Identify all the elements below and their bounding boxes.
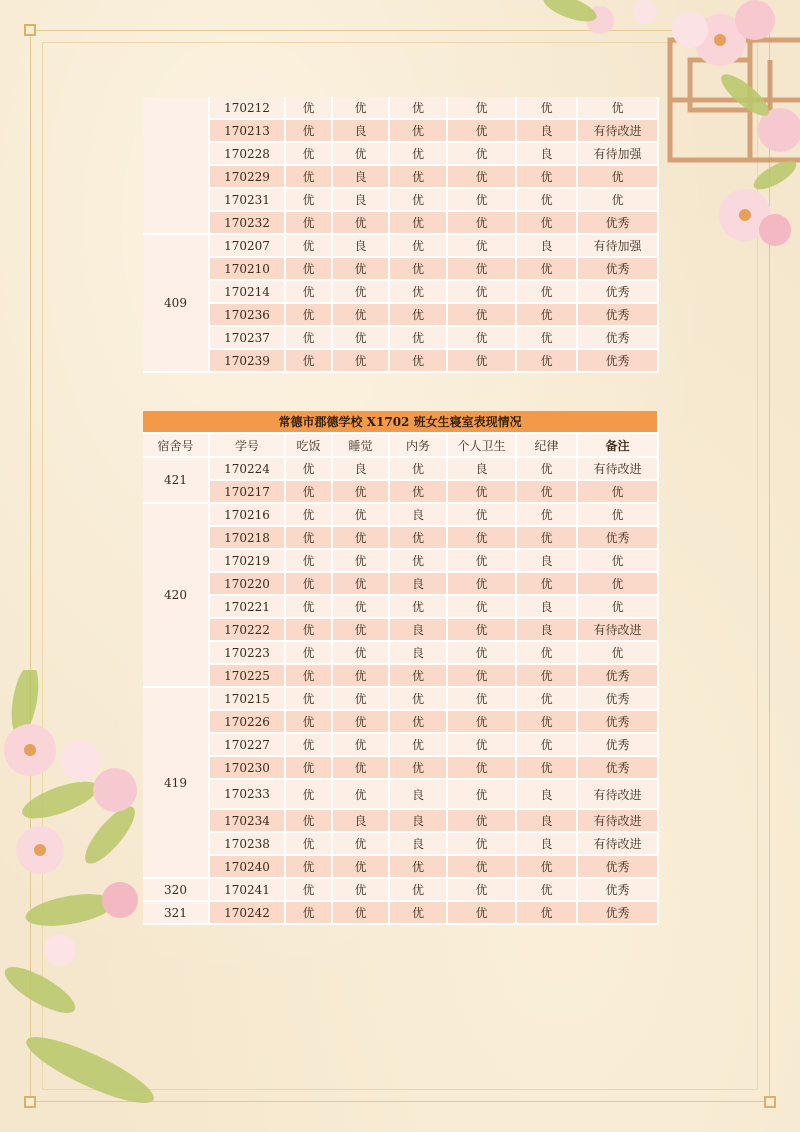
housekeeping-cell: 良 [390,504,448,527]
remark-cell: 有待改进 [578,120,659,143]
housekeeping-cell: 优 [390,120,448,143]
hygiene-cell: 优 [448,97,517,120]
table-row [143,550,659,573]
discipline-cell: 良 [517,833,578,856]
eating-cell: 优 [286,504,333,527]
student-id-cell: 170227 [210,734,286,757]
discipline-cell: 优 [517,688,578,711]
remark-cell: 优秀 [578,856,659,879]
header-sleeping: 睡觉 [333,434,390,458]
eating-cell: 优 [286,166,333,189]
table-row [143,780,659,810]
housekeeping-cell: 良 [390,573,448,596]
eating-cell: 优 [286,711,333,734]
housekeeping-cell: 优 [390,281,448,304]
remark-cell: 优秀 [578,350,659,373]
header-personal-hygiene: 个人卫生 [448,434,517,458]
sleeping-cell: 优 [333,504,390,527]
student-id-cell: 170223 [210,642,286,665]
student-id-cell: 170218 [210,527,286,550]
sleeping-cell: 优 [333,304,390,327]
housekeeping-cell: 优 [390,166,448,189]
discipline-cell: 优 [517,166,578,189]
housekeeping-cell: 优 [390,688,448,711]
housekeeping-cell: 优 [390,189,448,212]
hygiene-cell: 优 [448,902,517,925]
eating-cell: 优 [286,688,333,711]
student-id-cell: 170241 [210,879,286,902]
table-row [143,757,659,780]
hygiene-cell: 优 [448,258,517,281]
sleeping-cell: 优 [333,481,390,504]
table-row [143,902,659,925]
eating-cell: 优 [286,481,333,504]
sleeping-cell: 优 [333,757,390,780]
student-id-cell: 170212 [210,97,286,120]
discipline-cell: 良 [517,810,578,833]
eating-cell: 优 [286,810,333,833]
sleeping-cell: 优 [333,879,390,902]
housekeeping-cell: 优 [390,350,448,373]
table-row [143,665,659,688]
table-row [143,856,659,879]
remark-cell: 优秀 [578,304,659,327]
table-row [143,281,659,304]
student-id-cell: 170222 [210,619,286,642]
eating-cell: 优 [286,235,333,258]
table-row [143,527,659,550]
remark-cell: 优秀 [578,327,659,350]
housekeeping-cell: 优 [390,902,448,925]
discipline-cell: 优 [517,734,578,757]
room-number-cell: 409 [143,235,210,373]
eating-cell: 优 [286,350,333,373]
discipline-cell: 优 [517,527,578,550]
eating-cell: 优 [286,212,333,235]
student-id-cell: 170230 [210,757,286,780]
remark-cell: 优秀 [578,527,659,550]
table-header-row [143,434,659,458]
remark-cell: 优 [578,166,659,189]
eating-cell: 优 [286,120,333,143]
dorm-performance-table-continued [143,97,659,373]
housekeeping-cell: 优 [390,481,448,504]
discipline-cell: 优 [517,481,578,504]
housekeeping-cell: 良 [390,833,448,856]
discipline-cell: 优 [517,711,578,734]
room-number-cell: 419 [143,688,210,879]
table-row [143,642,659,665]
room-number-cell [143,97,210,235]
student-id-cell: 170240 [210,856,286,879]
hygiene-cell: 优 [448,757,517,780]
eating-cell: 优 [286,189,333,212]
hygiene-cell: 优 [448,281,517,304]
student-id-cell: 170215 [210,688,286,711]
sleeping-cell: 优 [333,97,390,120]
housekeeping-cell: 优 [390,527,448,550]
table-row [143,235,659,258]
hygiene-cell: 优 [448,879,517,902]
housekeeping-cell: 良 [390,642,448,665]
table-row [143,189,659,212]
table-row [143,504,659,527]
eating-cell: 优 [286,258,333,281]
sleeping-cell: 优 [333,327,390,350]
eating-cell: 优 [286,780,333,810]
discipline-cell: 优 [517,189,578,212]
sleeping-cell: 优 [333,258,390,281]
sleeping-cell: 优 [333,711,390,734]
hygiene-cell: 优 [448,212,517,235]
student-id-cell: 170219 [210,550,286,573]
table-row [143,350,659,373]
hygiene-cell: 优 [448,665,517,688]
discipline-cell: 良 [517,120,578,143]
student-id-cell: 170239 [210,350,286,373]
discipline-cell: 优 [517,573,578,596]
student-id-cell: 170237 [210,327,286,350]
hygiene-cell: 优 [448,856,517,879]
eating-cell: 优 [286,757,333,780]
eating-cell: 优 [286,573,333,596]
student-id-cell: 170210 [210,258,286,281]
remark-cell: 优秀 [578,757,659,780]
housekeeping-cell: 优 [390,327,448,350]
remark-cell: 优 [578,596,659,619]
table-row [143,833,659,856]
hygiene-cell: 优 [448,550,517,573]
hygiene-cell: 优 [448,235,517,258]
room-number-cell: 420 [143,504,210,688]
discipline-cell: 优 [517,879,578,902]
header-student-id: 学号 [210,434,286,458]
student-id-cell: 170217 [210,481,286,504]
student-id-cell: 170238 [210,833,286,856]
eating-cell: 优 [286,642,333,665]
sleeping-cell: 优 [333,833,390,856]
student-id-cell: 170231 [210,189,286,212]
remark-cell: 优秀 [578,212,659,235]
eating-cell: 优 [286,734,333,757]
eating-cell: 优 [286,619,333,642]
sleeping-cell: 优 [333,619,390,642]
housekeeping-cell: 优 [390,235,448,258]
sleeping-cell: 良 [333,235,390,258]
discipline-cell: 良 [517,143,578,166]
eating-cell: 优 [286,327,333,350]
housekeeping-cell: 优 [390,596,448,619]
table-row [143,97,659,120]
remark-cell: 优 [578,573,659,596]
eating-cell: 优 [286,902,333,925]
remark-cell: 优秀 [578,281,659,304]
discipline-cell: 优 [517,281,578,304]
housekeeping-cell: 优 [390,258,448,281]
remark-cell: 优 [578,97,659,120]
eating-cell: 优 [286,665,333,688]
eating-cell: 优 [286,458,333,481]
hygiene-cell: 优 [448,573,517,596]
hygiene-cell: 优 [448,120,517,143]
eating-cell: 优 [286,527,333,550]
discipline-cell: 优 [517,350,578,373]
table-row [143,327,659,350]
student-id-cell: 170221 [210,596,286,619]
remark-cell: 有待改进 [578,833,659,856]
housekeeping-cell: 优 [390,711,448,734]
housekeeping-cell: 良 [390,780,448,810]
sleeping-cell: 优 [333,688,390,711]
table-row [143,596,659,619]
frame-corner-bottom-right [764,1096,776,1108]
room-number-cell: 321 [143,902,210,925]
hygiene-cell: 优 [448,350,517,373]
header-remark: 备注 [578,434,659,458]
student-id-cell: 170229 [210,166,286,189]
hygiene-cell: 优 [448,327,517,350]
header-eating: 吃饭 [286,434,333,458]
student-id-cell: 170226 [210,711,286,734]
discipline-cell: 优 [517,258,578,281]
discipline-cell: 优 [517,97,578,120]
remark-cell: 优 [578,550,659,573]
sleeping-cell: 优 [333,527,390,550]
student-id-cell: 170207 [210,235,286,258]
remark-cell: 有待改进 [578,810,659,833]
student-id-cell: 170214 [210,281,286,304]
sleeping-cell: 优 [333,281,390,304]
sleeping-cell: 优 [333,573,390,596]
sleeping-cell: 优 [333,856,390,879]
housekeeping-cell: 优 [390,550,448,573]
eating-cell: 优 [286,879,333,902]
hygiene-cell: 优 [448,734,517,757]
header-room: 宿舍号 [143,434,210,458]
hygiene-cell: 优 [448,596,517,619]
table-row [143,619,659,642]
hygiene-cell: 优 [448,833,517,856]
eating-cell: 优 [286,143,333,166]
remark-cell: 优 [578,504,659,527]
table-row [143,120,659,143]
hygiene-cell: 优 [448,504,517,527]
housekeeping-cell: 优 [390,665,448,688]
remark-cell: 优秀 [578,258,659,281]
sleeping-cell: 优 [333,212,390,235]
remark-cell: 优秀 [578,734,659,757]
housekeeping-cell: 优 [390,879,448,902]
housekeeping-cell: 优 [390,143,448,166]
discipline-cell: 良 [517,619,578,642]
eating-cell: 优 [286,304,333,327]
sleeping-cell: 优 [333,902,390,925]
table-row [143,481,659,504]
discipline-cell: 优 [517,757,578,780]
student-id-cell: 170216 [210,504,286,527]
housekeeping-cell: 良 [390,619,448,642]
plum-blossom-icon [4,724,138,966]
table-row [143,304,659,327]
remark-cell: 优秀 [578,711,659,734]
eating-cell: 优 [286,281,333,304]
table-row [143,166,659,189]
student-id-cell: 170232 [210,212,286,235]
housekeeping-cell: 优 [390,458,448,481]
header-discipline: 纪律 [517,434,578,458]
discipline-cell: 优 [517,504,578,527]
table-row [143,879,659,902]
sleeping-cell: 优 [333,596,390,619]
discipline-cell: 良 [517,780,578,810]
remark-cell: 优 [578,189,659,212]
eating-cell: 优 [286,856,333,879]
hygiene-cell: 优 [448,143,517,166]
discipline-cell: 优 [517,642,578,665]
girls-dorm-performance-table [143,411,659,925]
hygiene-cell: 优 [448,189,517,212]
discipline-cell: 优 [517,665,578,688]
discipline-cell: 良 [517,596,578,619]
student-id-cell: 170213 [210,120,286,143]
discipline-cell: 优 [517,458,578,481]
table-row [143,458,659,481]
eating-cell: 优 [286,97,333,120]
remark-cell: 优 [578,642,659,665]
eating-cell: 优 [286,833,333,856]
student-id-cell: 170242 [210,902,286,925]
hygiene-cell: 良 [448,458,517,481]
table-row [143,711,659,734]
sleeping-cell: 优 [333,143,390,166]
remark-cell: 有待改进 [578,780,659,810]
hygiene-cell: 优 [448,304,517,327]
table-title-row [143,411,659,434]
student-id-cell: 170236 [210,304,286,327]
remark-cell: 优秀 [578,665,659,688]
sleeping-cell: 良 [333,458,390,481]
table-row [143,734,659,757]
eating-cell: 优 [286,550,333,573]
sleeping-cell: 优 [333,550,390,573]
student-id-cell: 170228 [210,143,286,166]
table-row [143,573,659,596]
sleeping-cell: 优 [333,734,390,757]
hygiene-cell: 优 [448,688,517,711]
sleeping-cell: 良 [333,189,390,212]
discipline-cell: 优 [517,212,578,235]
sleeping-cell: 良 [333,120,390,143]
remark-cell: 有待改进 [578,458,659,481]
hygiene-cell: 优 [448,527,517,550]
housekeeping-cell: 优 [390,856,448,879]
sleeping-cell: 良 [333,810,390,833]
discipline-cell: 良 [517,235,578,258]
sleeping-cell: 优 [333,642,390,665]
hygiene-cell: 优 [448,780,517,810]
table-row [143,212,659,235]
student-id-cell: 170234 [210,810,286,833]
discipline-cell: 优 [517,856,578,879]
sleeping-cell: 优 [333,350,390,373]
sleeping-cell: 优 [333,665,390,688]
eating-cell: 优 [286,596,333,619]
housekeeping-cell: 优 [390,757,448,780]
housekeeping-cell: 优 [390,734,448,757]
hygiene-cell: 优 [448,642,517,665]
housekeeping-cell: 优 [390,212,448,235]
discipline-cell: 优 [517,902,578,925]
table-title: 常德市郡德学校 X1702 班女生寝室表现情况 [143,411,659,434]
frame-corner-top-left [24,24,36,36]
discipline-cell: 优 [517,327,578,350]
housekeeping-cell: 良 [390,810,448,833]
header-housekeeping: 内务 [390,434,448,458]
hygiene-cell: 优 [448,481,517,504]
hygiene-cell: 优 [448,810,517,833]
hygiene-cell: 优 [448,711,517,734]
remark-cell: 有待加强 [578,143,659,166]
student-id-cell: 170224 [210,458,286,481]
student-id-cell: 170220 [210,573,286,596]
sleeping-cell: 优 [333,780,390,810]
hygiene-cell: 优 [448,166,517,189]
table-row [143,810,659,833]
table-row [143,143,659,166]
table-row [143,688,659,711]
sleeping-cell: 良 [333,166,390,189]
remark-cell: 有待改进 [578,619,659,642]
discipline-cell: 良 [517,550,578,573]
room-number-cell: 320 [143,879,210,902]
table-row [143,258,659,281]
remark-cell: 优秀 [578,688,659,711]
hygiene-cell: 优 [448,619,517,642]
discipline-cell: 优 [517,304,578,327]
student-id-cell: 170225 [210,665,286,688]
remark-cell: 优秀 [578,879,659,902]
housekeeping-cell: 优 [390,304,448,327]
remark-cell: 优秀 [578,902,659,925]
student-id-cell: 170233 [210,780,286,810]
remark-cell: 优 [578,481,659,504]
room-number-cell: 421 [143,458,210,504]
remark-cell: 有待加强 [578,235,659,258]
housekeeping-cell: 优 [390,97,448,120]
